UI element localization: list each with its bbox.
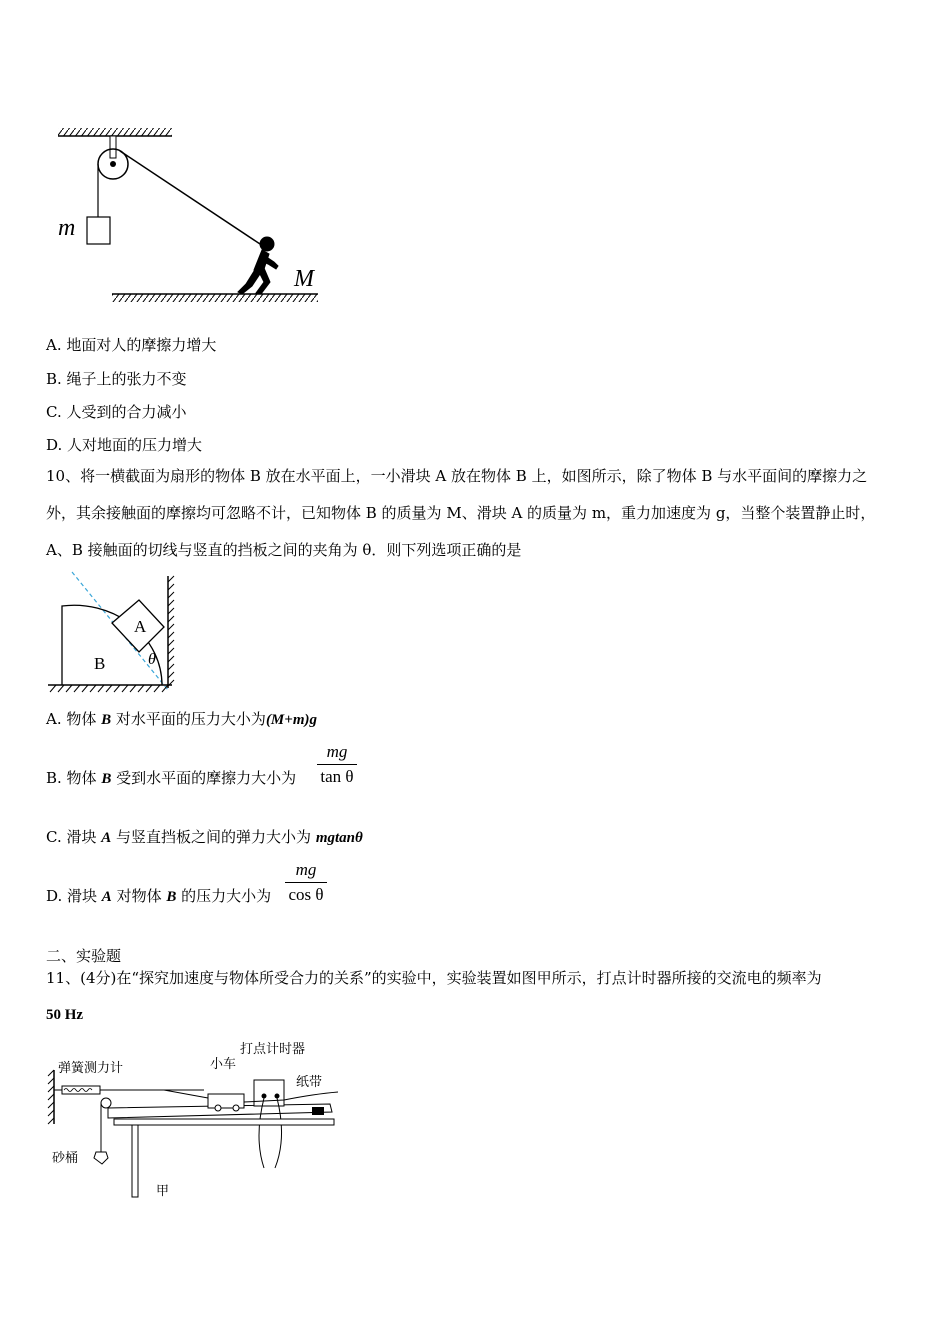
section-title: 二、实验题 — [46, 947, 122, 965]
q10-option-c — [46, 826, 363, 847]
q10-option-d-text3: 的压力大小为 — [176, 887, 272, 905]
caption-label: 甲 — [156, 1183, 170, 1198]
q10-option-b — [46, 767, 296, 788]
q10-option-a-text: A. 物体 — [46, 710, 102, 728]
q9-option-d: D. 人对地面的压力增大 — [46, 436, 203, 454]
sector-block-figure — [44, 570, 184, 695]
q9-option-b: B. 绳子上的张力不变 — [46, 370, 187, 388]
q10-option-c-text2: 与竖直挡板之间的弹力大小为 — [111, 828, 316, 846]
bucket-label: 砂桶 — [52, 1150, 79, 1165]
theta-label: θ — [148, 651, 156, 668]
q10-option-c-a: A — [101, 830, 112, 846]
mass-M-label: M — [294, 266, 314, 292]
q10-option-a-b: B — [101, 712, 112, 728]
experiment-apparatus-figure — [44, 1040, 344, 1200]
man-icon — [238, 237, 278, 294]
q10-stem — [46, 458, 916, 569]
q10-option-a-expr: (M+m)g — [265, 712, 317, 728]
q10-option-d-a: A — [101, 889, 112, 905]
fraction-bar — [285, 882, 327, 883]
cart-label: 小车 — [210, 1056, 237, 1071]
q10-stem-line-1: 10、将一横截面为扇形的物体 B 放在水平面上，一小滑块 A 放在物体 B 上，如图所示，除了物体 B 与水平面间的摩擦力之 — [46, 467, 868, 485]
q10-option-b-denominator: tan θ — [320, 767, 354, 786]
q11-stem — [46, 960, 916, 1034]
q10-option-d — [46, 885, 271, 906]
q10-option-a-text2: 对水平面的压力大小为 — [111, 710, 266, 728]
timer-icon — [254, 1080, 284, 1106]
q11-stem-line-1: 11、(4分)在“探究加速度与物体所受合力的关系”的实验中，实验装置如图甲所示，打点计时器所接的交流电的频率为 — [46, 969, 822, 987]
q10-option-d-b: B — [166, 889, 177, 905]
pulley-man-figure — [50, 122, 340, 312]
q11-stem-line-2: 50 Hz — [46, 1007, 84, 1023]
q10-option-c-expr: mgtanθ — [315, 830, 363, 846]
q10-option-b-b: B — [101, 771, 112, 787]
tape-label: 纸带 — [296, 1074, 323, 1089]
q10-stem-line-2: 外，其余接触面的摩擦均可忽略不计，已知物体 B 的质量为 M、滑块 A 的质量为 m，重力加速度为 g，当整个装置静止时， — [46, 504, 876, 522]
q10-option-d-text: D. 滑块 — [46, 887, 102, 905]
q10-option-d-numerator: mg — [295, 860, 317, 879]
q10-option-a — [46, 708, 317, 729]
pulley-icon — [101, 1098, 111, 1108]
fraction-bar — [317, 764, 357, 765]
timer-label: 打点计时器 — [240, 1041, 306, 1056]
q10-option-b-text2: 受到水平面的摩擦力大小为 — [111, 769, 297, 787]
sand-bucket-icon — [94, 1152, 108, 1164]
q10-option-d-text2: 对物体 — [111, 887, 167, 905]
sector-B-label: B — [94, 654, 106, 673]
block-A-label: A — [134, 617, 147, 636]
spring-scale-label: 弹簧测力计 — [58, 1060, 124, 1075]
q10-option-d-denominator: cos θ — [288, 885, 324, 904]
q10-option-d-fraction — [285, 860, 327, 905]
mass-m-label: m — [58, 215, 76, 241]
q10-option-b-numerator: mg — [326, 742, 348, 761]
q10-option-c-text: C. 滑块 — [46, 828, 102, 846]
q9-option-a: A. 地面对人的摩擦力增大 — [46, 336, 217, 354]
q9-option-c: C. 人受到的合力减小 — [46, 403, 187, 421]
q10-option-b-text: B. 物体 — [46, 769, 102, 787]
q10-stem-line-3: A、B 接触面的切线与竖直的挡板之间的夹角为 θ．则下列选项正确的是 — [46, 541, 522, 559]
q10-option-b-fraction — [317, 742, 357, 787]
